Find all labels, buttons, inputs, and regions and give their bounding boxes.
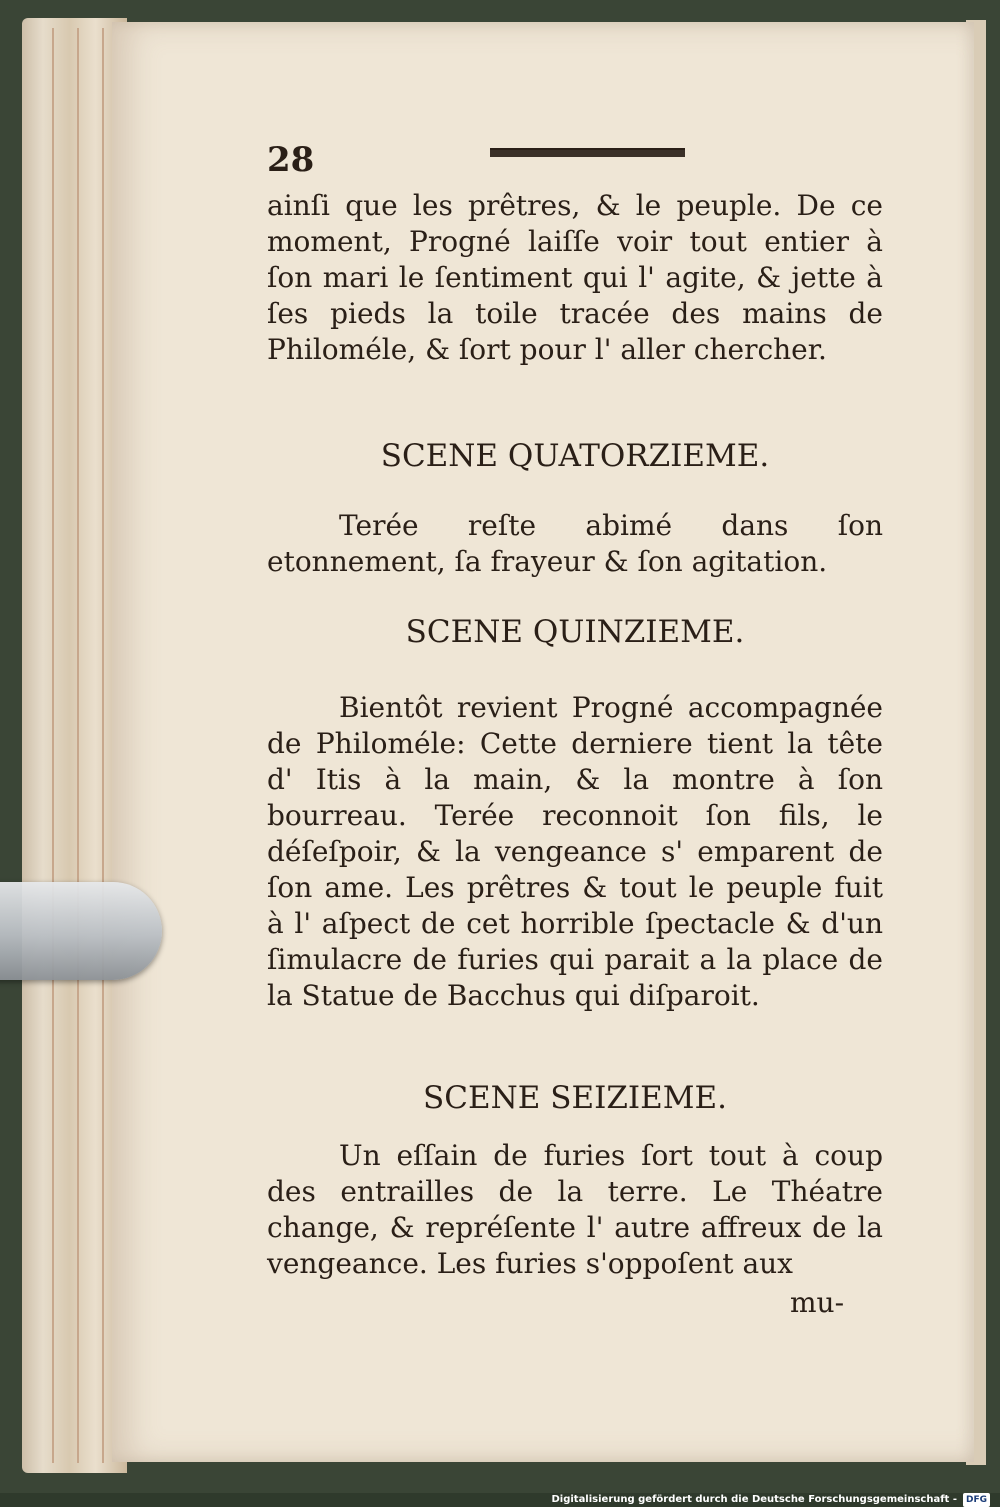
- heading-scene-14: SCENE QUATORZIEME.: [380, 438, 770, 474]
- catchword: mu-: [790, 1286, 845, 1319]
- page-edge-line: [102, 28, 104, 1463]
- paragraph-1: ainſi que les prêtres, & le peuple. De ce moment, Progné laiſſe voir tout entier à ſon mari le ſentiment qui l' agite, & jette à ſes pieds la toile tracée des mains de Philoméle, & ſort pour l' aller chercher.: [267, 189, 883, 366]
- paragraph-4: Un eſſain de furies ſort tout à coup des entrailles de la terre. Le Théatre change, & repréſente l' autre affreux de la vengeance. Les furies s'oppoſent aux: [267, 1139, 883, 1280]
- page-edge-line: [77, 28, 79, 1463]
- paragraph-2: Terée reſte abimé dans ſon etonnement, ſa frayeur & ſon agitation.: [267, 509, 883, 578]
- credit-text: Digitalisierung gefördert durch die Deutsche Forschungsgemeinschaft -: [551, 1494, 957, 1505]
- dfg-logo: DFG: [963, 1493, 990, 1507]
- page-edge-line: [52, 28, 54, 1463]
- page-clip: [0, 882, 162, 980]
- page-number: 28: [267, 140, 315, 180]
- header-rule: [490, 148, 685, 157]
- heading-scene-16: SCENE SEIZIEME.: [423, 1080, 727, 1116]
- footer-credit: [551, 1493, 990, 1507]
- heading-scene-15: SCENE QUINZIEME.: [405, 614, 745, 650]
- paragraph-3: Bientôt revient Progné accompagnée de Philoméle: Cette derniere tient la tête d' Itis à la main, & la montre à ſon bourreau. Terée reconnoit ſon fils, le déſeſpoir, & la vengeance s' emparent de ſon ame. Les prêtres & tout le peuple fuit à l' aſpect de cet horrible ſpectacle & d'un ſimulacre de furies qui parait a la place de la Statue de Bacchus qui diſparoit.: [267, 691, 883, 1012]
